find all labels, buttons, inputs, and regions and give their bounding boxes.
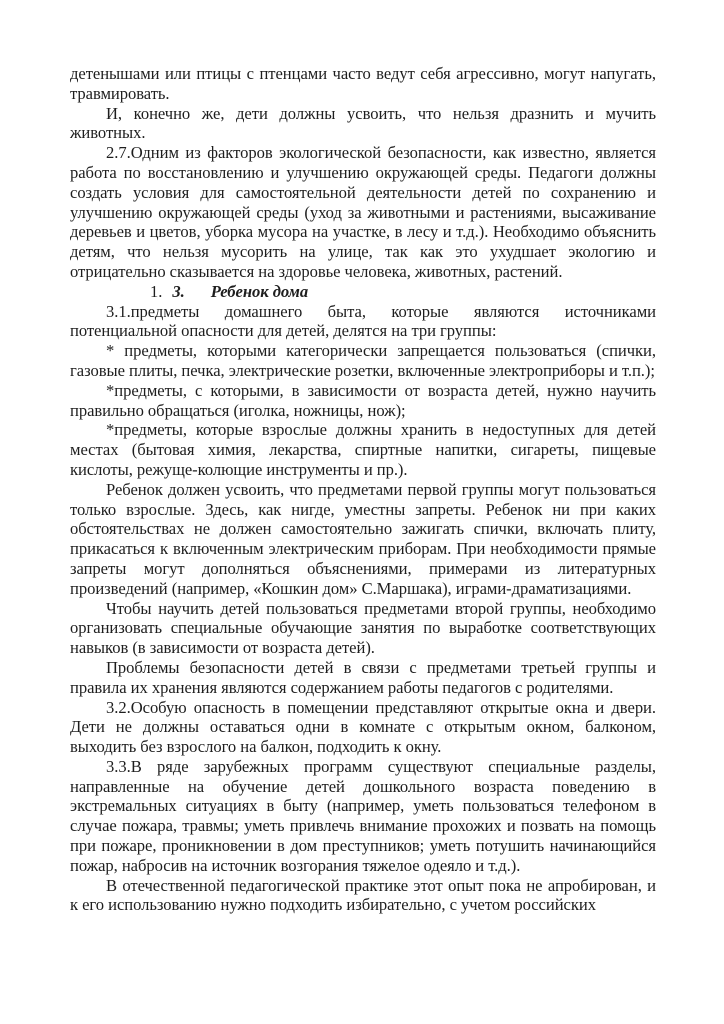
paragraph: детенышами или птицы с птенцами часто ведут себя агрессивно, могут напугать, травмировать. [70, 64, 656, 103]
paragraph: Проблемы безопасности детей в связи с предметами третьей группы и правила их хранения являются содержанием работы педагогов с родителями. [70, 657, 656, 697]
text-block [70, 64, 656, 915]
paragraph: В отечественной педагогической практике этот опыт пока не апробирован, и к его использованию нужно подходить избирательно, с учетом российских [70, 875, 656, 915]
paragraph: 2.7.Одним из факторов экологической безопасности, как известно, является работа по восстановлению и улучшению окружающей среды. Педагоги должны создать условия для самостоятельной деятельности детей по сохранению и улучшению окружающей среды (уход за животными и растениями, высаживание деревьев и цветов, уборка мусора на участке, в лесу и т.д.). Необходимо объяснить детям, что нельзя мусорить на улице, так как это ухудшает экологию и отрицательно сказывается на здоровье человека, животных, растений. [70, 143, 656, 281]
paragraph: * предметы, которыми категорически запрещается пользоваться (спички, газовые плиты, печка, электрические розетки, включенные электроприборы и т.п.); [70, 341, 656, 380]
paragraph: Ребенок должен усвоить, что предметами первой группы могут пользоваться только взрослые. Здесь, как нигде, уместны запреты. Ребенок ни при каких обстоятельствах не должен самостоятельно зажигать спички, включать плиту, прикасаться к включенным электрическим приборам. При необходимости прямые запреты могут дополняться объяснениями, примерами из литературных произведений (например, «Кошкин дом» С.Маршака), играми-драматизациями. [70, 479, 656, 598]
heading-number-inner: 3. [172, 281, 185, 301]
paragraph: И, конечно же, дети должны усвоить, что нельзя дразнить и мучить животных. [70, 103, 656, 143]
heading-title: Ребенок дома [210, 281, 309, 301]
paragraph: Чтобы научить детей пользоваться предметами второй группы, необходимо организовать специальные обучающие занятия по выработке соответствующих навыков (в зависимости от возраста детей). [70, 598, 656, 658]
section-heading [70, 282, 656, 302]
paragraph: 3.2.Особую опасность в помещении представляют открытые окна и двери. Дети не должны оставаться одни в комнате с открытым окном, балконом, выходить без взрослого на балкон, подходить к окну. [70, 697, 656, 757]
paragraph: 3.3.В ряде зарубежных программ существуют специальные разделы, направленные на обучение детей дошкольного возраста поведению в экстремальных ситуациях в быту (например, уметь пользоваться телефоном в случае пожара, травмы; уметь привлечь внимание прохожих и позвать на помощь при пожаре, проникновении в дом преступников; уметь потушить начинающийся пожар, набросив на источник возгорания тяжелое одеяло и т.д.). [70, 756, 656, 875]
paragraph: *предметы, которые взрослые должны хранить в недоступных для детей местах (бытовая химия, лекарства, спиртные напитки, сигареты, пищевые кислоты, режуще-колющие инструменты и пр.). [70, 420, 656, 479]
paragraph: *предметы, с которыми, в зависимости от возраста детей, нужно научить правильно обращаться (иголка, ножницы, нож); [70, 380, 656, 420]
heading-number-outer: 1. [150, 281, 163, 301]
paragraph: 3.1.предметы домашнего быта, которые являются источниками потенциальной опасности для детей, делятся на три группы: [70, 301, 656, 341]
